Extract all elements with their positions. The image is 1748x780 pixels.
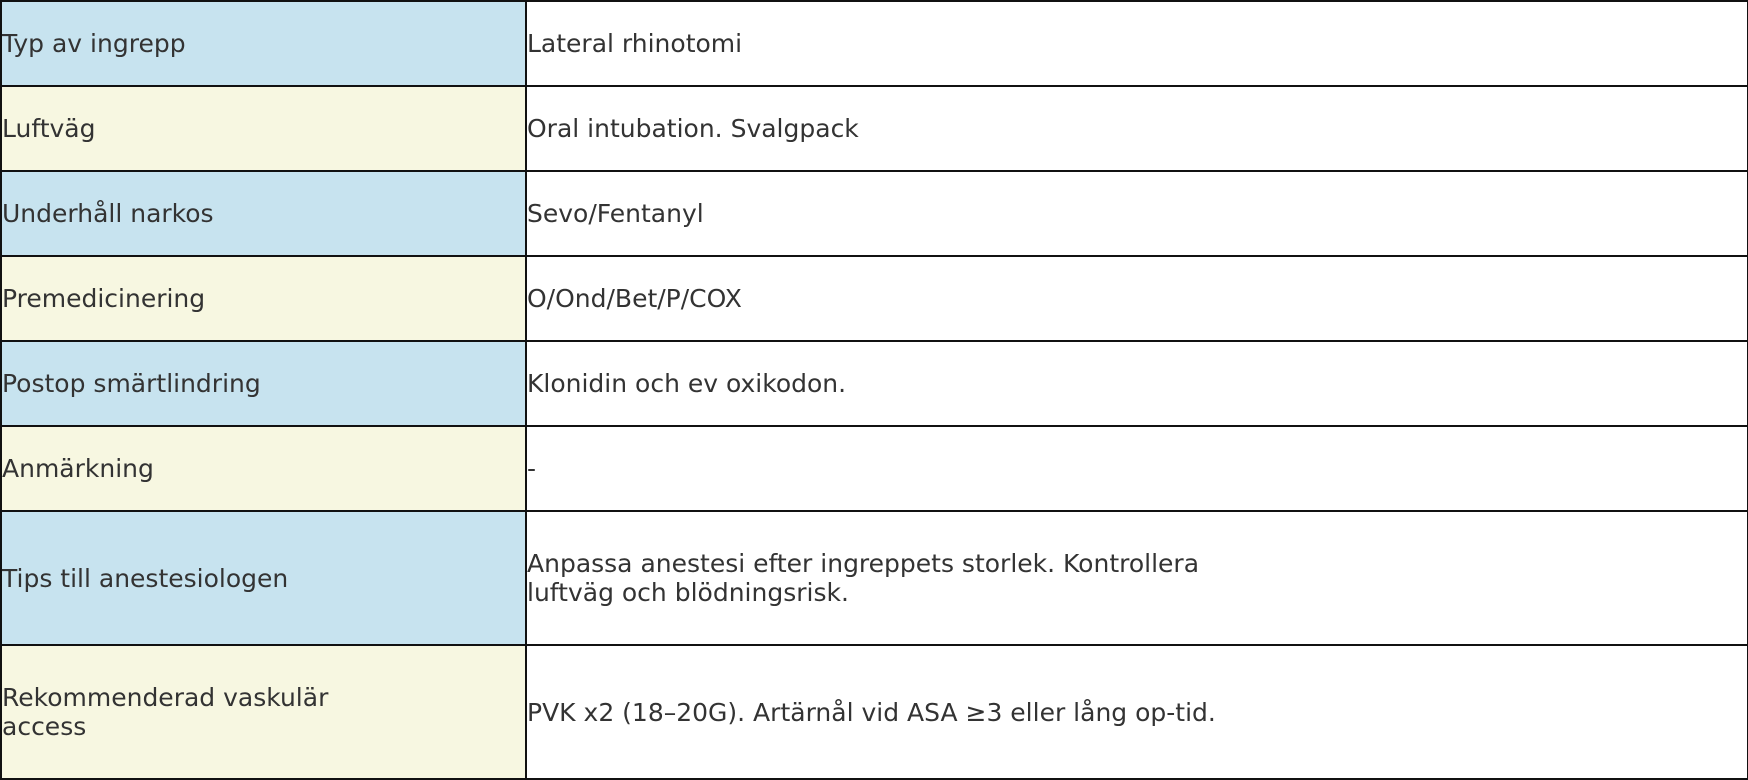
row-postop-pain-relief [1,341,1748,426]
row-procedure-type [1,1,1748,86]
row-anesthesia-maintenance [1,171,1748,256]
row-label: Luftväg [1,86,526,171]
row-value-text: Anpassa anestesi efter ingreppets storlek. Kontrollera luftväg och blödningsrisk. [527,549,1200,607]
row-value [526,1,1748,86]
row-value-text: O/Ond/Bet/P/COX [527,284,742,313]
row-value-text: - [527,454,537,483]
row-remark [1,426,1748,511]
row-value-text: Lateral rhinotomi [527,29,743,58]
row-label [1,645,526,779]
row-label: Underhåll narkos [1,171,526,256]
row-value-text: PVK x2 (18–20G). Artärnål vid ASA ≥3 eller lång op-tid. [527,697,1216,727]
row-label-text: Rekommenderad vaskulär access [2,683,329,741]
row-anesthesiologist-tips [1,511,1748,645]
row-airway [1,86,1748,171]
row-value-text: Sevo/Fentanyl [527,199,704,228]
row-value-text: Klonidin och ev oxikodon. [527,369,847,398]
row-value [526,645,1748,779]
row-premedication [1,256,1748,341]
row-value [526,171,1748,256]
row-value [526,511,1748,645]
row-vascular-access [1,645,1748,779]
row-label: Premedicinering [1,256,526,341]
row-value [526,256,1748,341]
row-value [526,86,1748,171]
row-label: Anmärkning [1,426,526,511]
row-value [526,426,1748,511]
row-label: Typ av ingrepp [1,1,526,86]
row-label: Postop smärtlindring [1,341,526,426]
row-value-text: Oral intubation. Svalgpack [527,114,859,143]
row-label: Tips till anestesiologen [1,511,526,645]
row-value [526,341,1748,426]
